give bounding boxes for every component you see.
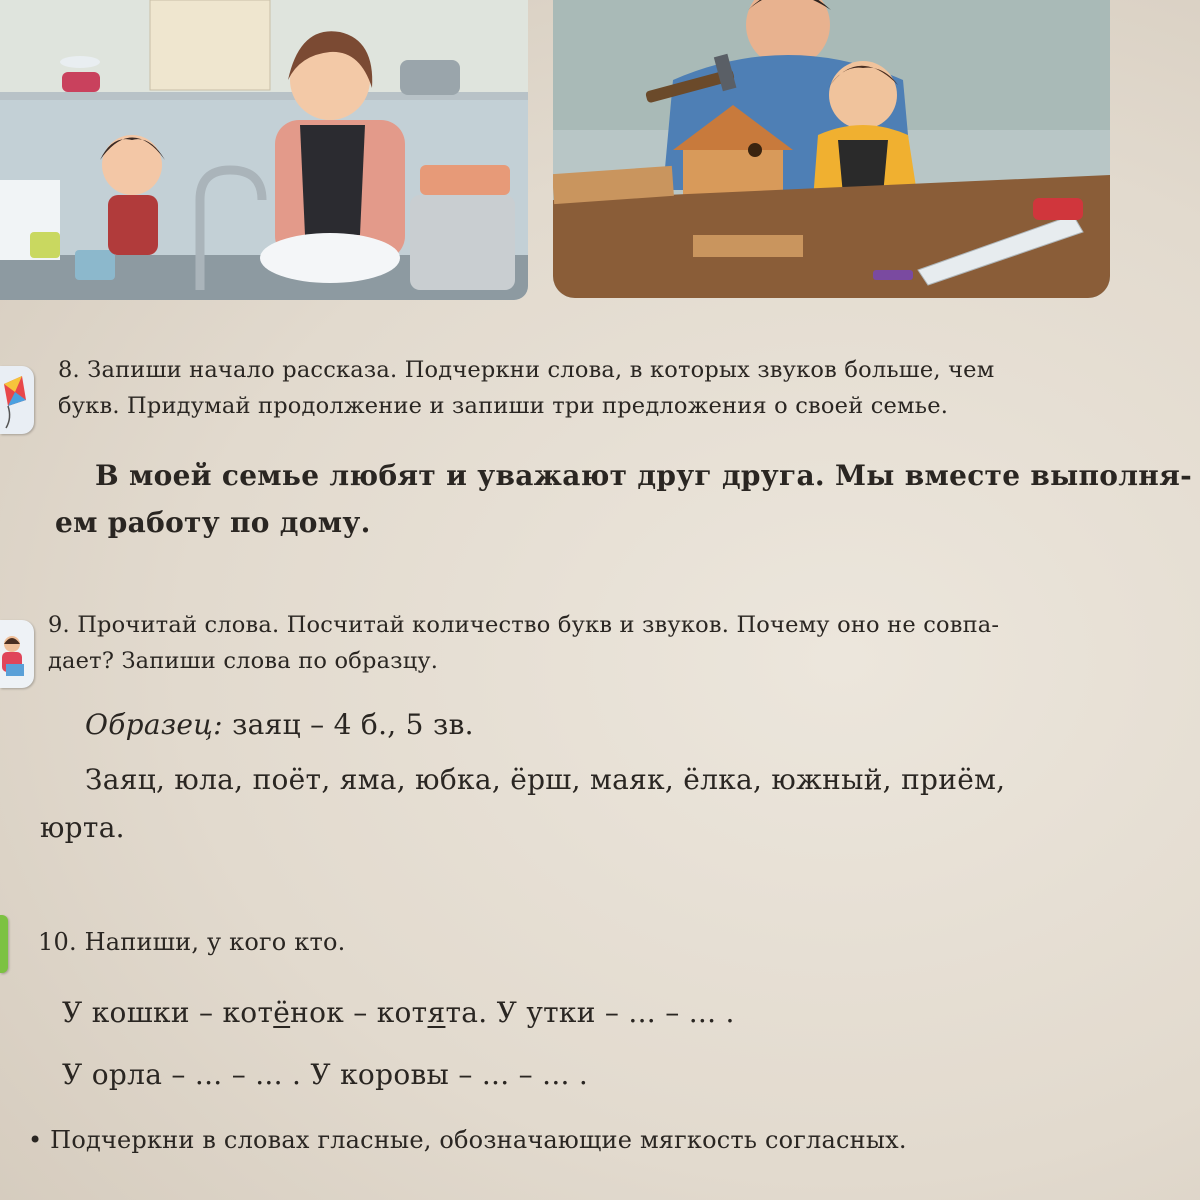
task-10-number: 10. (38, 928, 77, 956)
underlined-yo: ё (273, 996, 291, 1029)
sample-label: Образец: (85, 708, 223, 741)
kite-icon (0, 366, 34, 434)
task-8-number: 8. (58, 357, 80, 383)
row-1-part-c: та. У утки – ... – ... . (445, 996, 735, 1029)
underlined-ya: я (427, 996, 446, 1029)
task-9-words-line-2: юрта. (40, 811, 125, 844)
task-9-line-1 (48, 612, 999, 638)
task-10-title-line (38, 928, 345, 956)
children-reading-icon (0, 620, 34, 688)
row-1-part-b: нок – кот (290, 996, 428, 1029)
task-9-line-2: дает? Запиши слова по образцу. (48, 648, 439, 674)
task-9-instruction: Прочитай слова. Посчитай количество букв и звуков. Почему оно не совпа- (77, 612, 1000, 638)
task-8-line-2: букв. Придумай продолжение и запиши три предложения о своей семье. (58, 393, 949, 419)
workshop-illustration (553, 0, 1110, 298)
task-9-number: 9. (48, 612, 70, 638)
task-8-story-line-2: ем работу по дому. (55, 506, 371, 539)
task-8-instruction: Запиши начало рассказа. Подчеркни слова, в которых звуков больше, чем (87, 357, 995, 383)
task-8-story-line-1: В моей семье любят и уважают друг друга. Мы вместе выполня- (95, 459, 1192, 492)
task-10-title: Напиши, у кого кто. (84, 928, 346, 956)
sample-text: заяц – 4 б., 5 зв. (232, 708, 474, 741)
task-10-row-1 (62, 996, 735, 1029)
task-10-row-2: У орла – ... – ... . У коровы – ... – ... . (62, 1058, 589, 1091)
task-10-marker-icon (0, 915, 8, 973)
kitchen-illustration (0, 0, 528, 300)
task-10-note: • Подчеркни в словах гласные, обозначающие мягкость согласных. (28, 1126, 907, 1154)
task-8-line-1 (58, 357, 994, 383)
task-9-sample (85, 708, 474, 741)
task-9-words-line-1: Заяц, юла, поёт, яма, юбка, ёрш, маяк, ёлка, южный, приём, (85, 763, 1006, 796)
row-1-part-a: У кошки – кот (62, 996, 274, 1029)
